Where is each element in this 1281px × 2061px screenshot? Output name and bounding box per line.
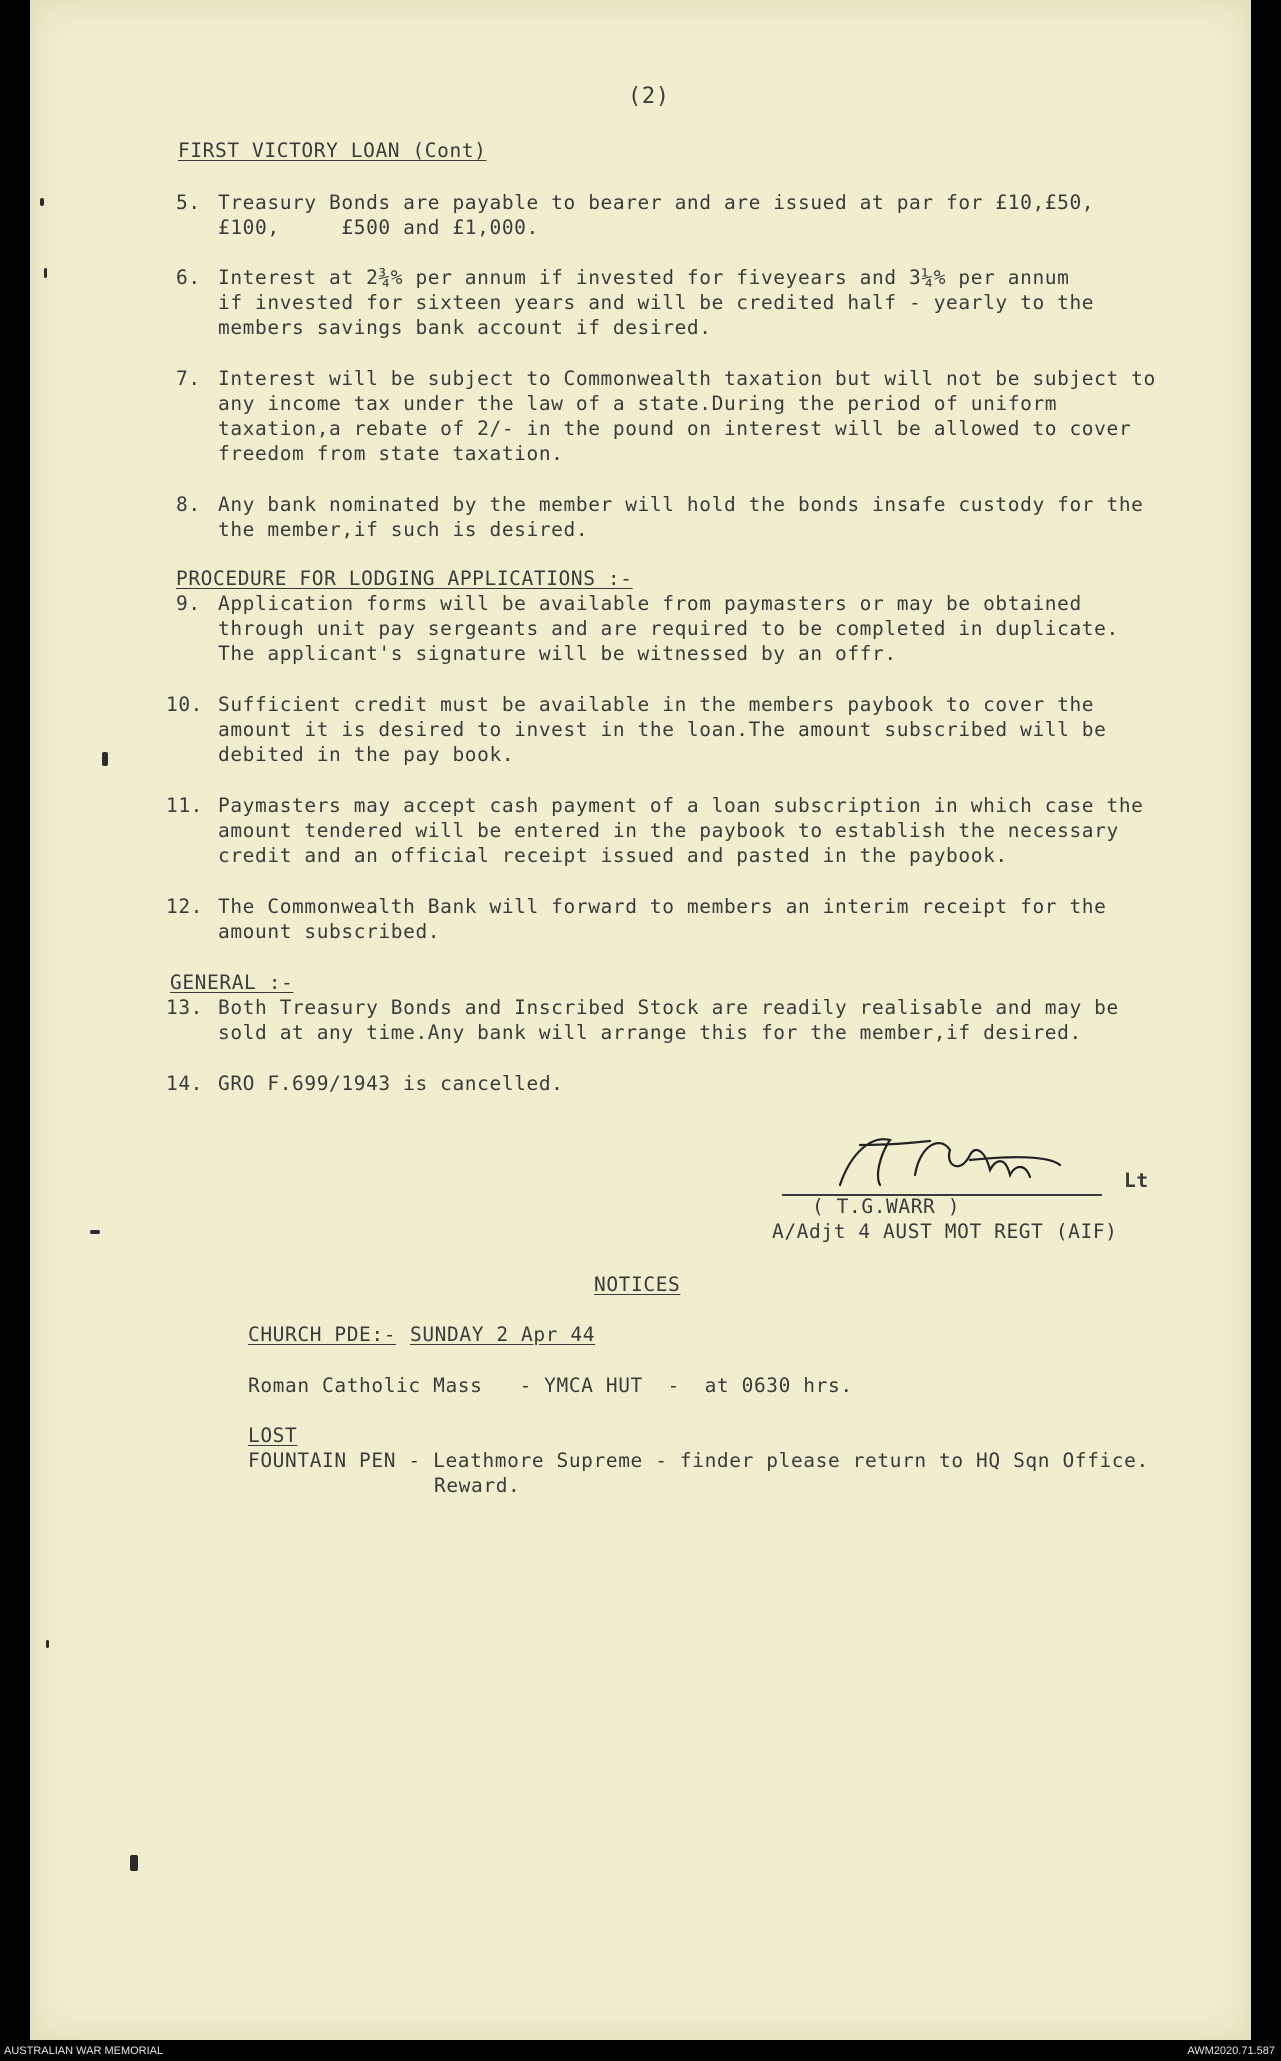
item-number: 9.: [176, 592, 201, 615]
margin-mark: [46, 1640, 49, 1648]
item-number: 5.: [176, 191, 201, 214]
item-number: 11.: [166, 794, 204, 817]
archive-footer: [0, 2040, 1281, 2061]
margin-mark: [90, 1230, 100, 1234]
notices-heading: NOTICES: [594, 1273, 681, 1296]
lost-line: FOUNTAIN PEN - Leathmore Supreme - finder please return to HQ Sqn Office.: [248, 1449, 1149, 1472]
item-6-line: Interest at 2¾% per annum if invested for fiveyears and 3¼% per annum: [218, 266, 1070, 289]
item-5-line: £100, £500 and £1,000.: [218, 216, 539, 239]
heading-general: GENERAL :-: [170, 971, 294, 994]
item-number: 12.: [166, 895, 204, 918]
church-line: Roman Catholic Mass - YMCA HUT - at 0630 hrs.: [248, 1374, 853, 1397]
signature-rank: Lt: [1124, 1169, 1149, 1192]
item-number: 6.: [176, 266, 201, 289]
lost-reward: Reward.: [434, 1474, 521, 1497]
item-number: 7.: [176, 367, 201, 390]
item-11-line: amount tendered will be entered in the paybook to establish the necessary: [218, 819, 1119, 842]
item-9-line: Application forms will be available from paymasters or may be obtained: [218, 592, 1082, 615]
signature-title: A/Adjt 4 AUST MOT REGT (AIF): [772, 1220, 1118, 1243]
item-13-line: Both Treasury Bonds and Inscribed Stock are readily realisable and may be: [218, 996, 1119, 1019]
item-12-line: amount subscribed.: [218, 920, 441, 943]
item-number: 13.: [166, 996, 204, 1019]
footer-source: AUSTRALIAN WAR MEMORIAL: [4, 2045, 164, 2057]
item-10-line: Sufficient credit must be available in the members paybook to cover the: [218, 693, 1095, 716]
item-number: 10.: [166, 693, 204, 716]
item-8-line: Any bank nominated by the member will hold the bonds insafe custody for the: [218, 493, 1144, 516]
heading-procedure: PROCEDURE FOR LODGING APPLICATIONS :-: [176, 567, 633, 590]
signature-graphic: [820, 1115, 1120, 1195]
item-5-line: Treasury Bonds are payable to bearer and are issued at par for £10,£50,: [218, 191, 1095, 214]
margin-mark: [44, 268, 47, 278]
item-6-line: if invested for sixteen years and will be credited half - yearly to the: [218, 291, 1095, 314]
item-13-line: sold at any time.Any bank will arrange this for the member,if desired.: [218, 1021, 1082, 1044]
item-11-line: credit and an official receipt issued and pasted in the paybook.: [218, 844, 1008, 867]
item-10-line: amount it is desired to invest in the loan.The amount subscribed will be: [218, 718, 1107, 741]
margin-mark: [40, 198, 44, 206]
item-number: 8.: [176, 493, 201, 516]
item-11-line: Paymasters may accept cash payment of a loan subscription in which case the: [218, 794, 1144, 817]
item-7-line: freedom from state taxation.: [218, 442, 564, 465]
church-date: SUNDAY 2 Apr 44: [410, 1323, 596, 1346]
item-7-line: any income tax under the law of a state.During the period of uniform: [218, 392, 1058, 415]
lost-label: LOST: [248, 1424, 298, 1447]
item-7-line: taxation,a rebate of 2/- in the pound on interest will be allowed to cover: [218, 417, 1132, 440]
item-10-line: debited in the pay book.: [218, 743, 515, 766]
signature-name: ( T.G.WARR ): [812, 1195, 961, 1218]
item-6-line: members savings bank account if desired.: [218, 316, 712, 339]
heading-first-victory-loan: FIRST VICTORY LOAN (Cont): [178, 139, 487, 162]
page-number: (2): [628, 84, 670, 109]
item-number: 14.: [166, 1072, 204, 1095]
church-label: CHURCH PDE:-: [248, 1323, 397, 1346]
item-14-line: GRO F.699/1943 is cancelled.: [218, 1072, 564, 1095]
footer-accession: AWM2020.71.587: [1187, 2045, 1275, 2057]
item-9-line: The applicant's signature will be witnessed by an offr.: [218, 642, 897, 665]
margin-mark: [130, 1855, 138, 1871]
item-9-line: through unit pay sergeants and are required to be completed in duplicate.: [218, 617, 1119, 640]
margin-mark: [102, 752, 108, 766]
item-7-line: Interest will be subject to Commonwealth taxation but will not be subject to: [218, 367, 1156, 390]
item-12-line: The Commonwealth Bank will forward to members an interim receipt for the: [218, 895, 1107, 918]
item-8-line: the member,if such is desired.: [218, 518, 589, 541]
document-page: [30, 0, 1251, 2040]
